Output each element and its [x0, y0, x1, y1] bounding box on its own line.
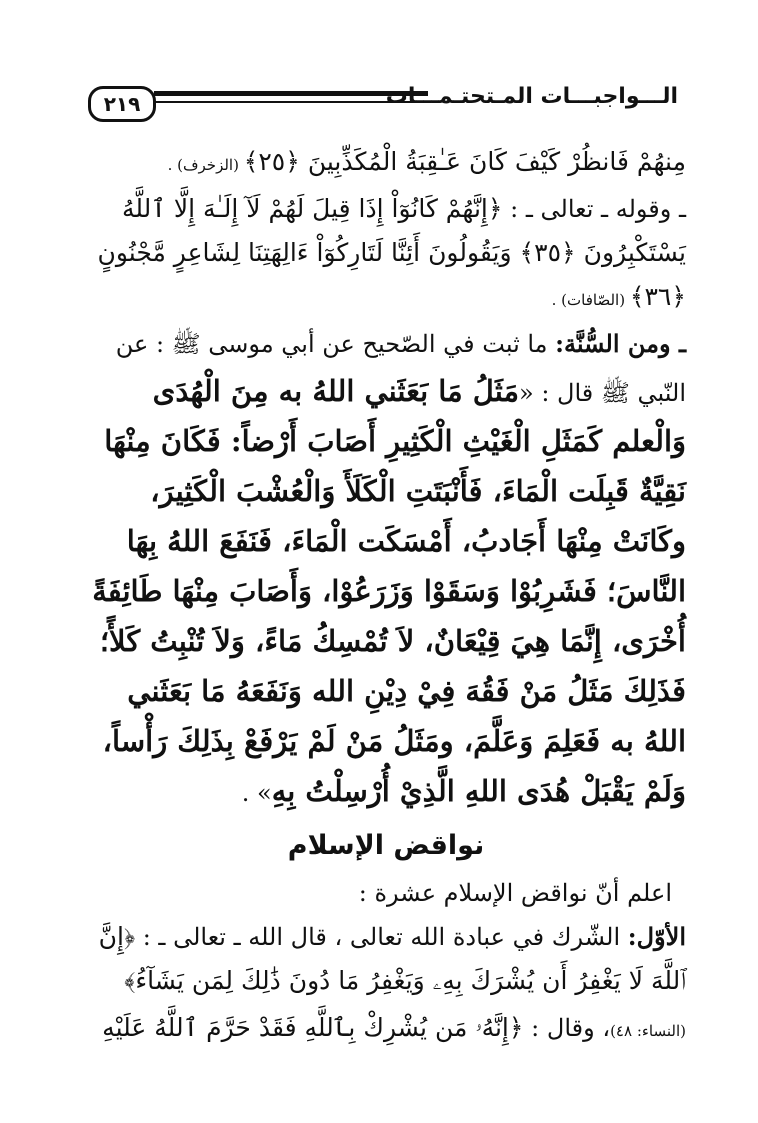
page-header	[88, 82, 678, 122]
quran-continuation	[86, 140, 686, 187]
verse-reference: (النساء: ٤٨)	[610, 1022, 686, 1040]
item-text-continued: ، وقال :	[523, 1014, 611, 1042]
sunnah-paragraph	[86, 322, 686, 816]
hadith-text: مَثَلُ مَا بَعَثَني اللهُ به مِنَ الْهُدَى وَالْعلم كَمَثَلِ الْغَيْثِ الْكَثِيرِ أَصَابَ أَرْضاً: فَكَانَ مِنْهَا نَقِيَّةٌ قَبِلَت الْمَاءَ، فَأَنْبَتَتِ الْكَلَأَ وَالْعُشْبَ الْكَثِيرَ، وكَانَتْ مِنْهَا أَجَادبُ، أَمْسَكَت الْمَاءَ، فَنَفَعَ اللهُ بِهَا النَّاسَ؛ فَشَرِبُوْا وَسَقَوْا وَزَرَعُوْا، وَأَصَابَ مِنْهَا طَائِفَةً أُخْرَى، إِنَّمَا هِيَ قِيْعَانٌ، لاَ تُمْسِكُ مَاءً، وَلاَ تُنْبِتُ كَلأً؛ فَذَلِكَ مَثَلُ مَنْ فَقُهَ فِيْ دِيْنِ الله وَنَفَعَهُ مَا بَعَثَني اللهُ به فَعَلِمَ وَعَلَّمَ، ومَثَلُ مَنْ لَمْ يَرْفَعْ بِذَلِكَ رَأْساً، وَلَمْ يَقْبَلْ هُدَى اللهِ الَّذِيْ أُرْسِلْتُ بِهِ	[92, 374, 686, 808]
hadith-close: » .	[241, 779, 272, 807]
quran-verse: ﴿إِنَّ ٱللَّهَ لَا يَغْفِرُ أَن يُشْرَكَ بِهِۦ وَيَغْفِرُ مَا دُونَ ذَٰلِكَ لِمَن يَشَآءُ﴾	[98, 922, 686, 995]
item-text: الشّرك في عبادة الله تعالى ، قال الله ـ تعالى ـ :	[135, 923, 628, 951]
section-title: نواقض الإسلام	[287, 830, 485, 861]
quran-paragraph	[86, 187, 686, 322]
page-body	[86, 140, 686, 1053]
quran-verse: مِنهُمْ فَانظُرْ كَيْفَ كَانَ عَـٰقِبَةُ الْمُكَذِّبِينَ ﴿٢٥﴾	[243, 147, 686, 176]
sunnah-label: ـ ومن السُّنَّة:	[555, 329, 686, 358]
intro-line: اعلم أنّ نواقض الإسلام عشرة :	[358, 879, 672, 907]
page-number-badge	[88, 86, 156, 122]
verse-reference: (الزخرف) .	[167, 156, 244, 174]
item-label: الأوّل:	[627, 922, 686, 951]
running-title: الـــواجبـــات المـتحتـمـــات	[385, 84, 678, 109]
paragraph-lead: ـ وقوله ـ تعالى ـ :	[502, 195, 686, 223]
first-nullifier-paragraph	[86, 915, 686, 1053]
quran-verse: ﴿إِنَّهُمْ كَانُوٓاْ إِذَا قِيلَ لَهُمْ لَآ إِلَـٰهَ إِلَّا ٱللَّهُ يَسْتَكْبِرُونَ ﴿٣٥﴾ وَيَقُولُونَ أَئِنَّا لَتَارِكُوٓاْ ءَالِهَتِنَا لِشَاعِرٍ مَّجْنُونٍ ﴿٣٦﴾	[97, 194, 686, 311]
quran-verse: ﴿إِنَّهُۥ مَن يُشْرِكْ بِٱللَّهِ فَقَدْ حَرَّمَ ٱللَّهُ عَلَيْهِ	[102, 1013, 524, 1042]
verse-reference: (الصّافات) .	[551, 291, 630, 309]
page-number: ٢١٩	[103, 92, 141, 116]
hadith-intro: ما ثبت في الصّحيح عن أبي موسى ﷺ : عن النّبي ﷺ قال : «	[115, 330, 686, 407]
